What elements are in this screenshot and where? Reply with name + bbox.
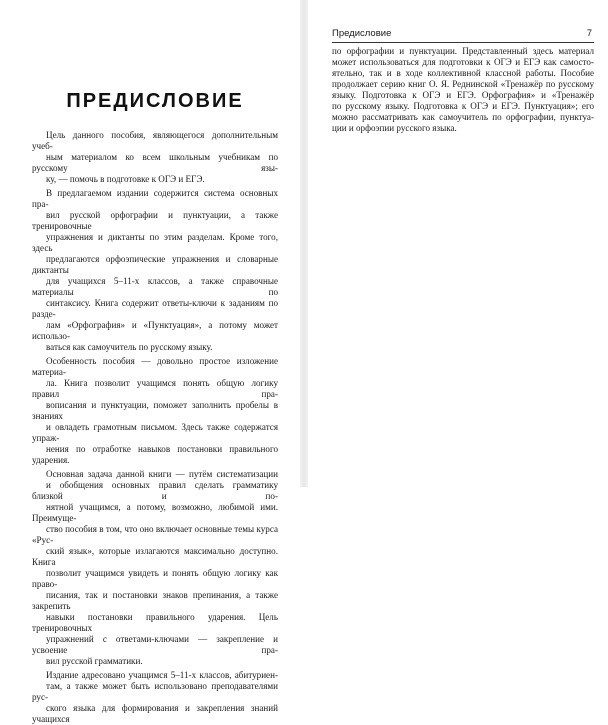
text-line: вил русской орфографии и пунктуации, а также тренировочные [32, 210, 278, 231]
chapter-title: ПРЕДИСЛОВИЕ [66, 90, 244, 112]
paragraph [32, 188, 278, 353]
text-line: ятельно, так и в ходе коллективной классной работы. Пособие [332, 68, 594, 78]
book-gutter [300, 0, 308, 487]
text-line: предлагаются орфоэпические упражнения и словарные диктанты [32, 254, 278, 275]
text-line: вил русской грамматики. [46, 656, 143, 666]
paragraph [32, 670, 278, 725]
text-line: ского языка для формирования и закрепления знаний учащихся [32, 703, 278, 724]
text-line: позволит учащимся увидеть и понять общую логику как право- [32, 568, 278, 589]
text-line: ла. Книга позволит учащимся понять общую логику правил пра- [32, 378, 278, 399]
text-line: синтаксису. Книга содержит ответы-ключи к заданиям по разде- [32, 298, 278, 319]
page-number: 7 [586, 28, 592, 39]
right-page [308, 0, 608, 487]
text-line: продолжает серию книг О. Я. Реднинской «Тренажёр по русскому [332, 79, 594, 89]
text-line: языку. Подготовка к ОГЭ и ЕГЭ. Орфография» и «Тренажёр [332, 90, 594, 100]
text-line: можно рассматривать как самоучитель по орфографии, пунктуа- [332, 112, 594, 122]
paragraph [32, 130, 278, 185]
text-line: В предлагаемом издании содержится система основных пра- [32, 188, 278, 209]
text-line: Издание адресовано учащимся 5–11-х классов, абитуриен- [46, 670, 278, 680]
text-line: навыки постановки правильного ударения. Цель тренировочных [32, 612, 278, 633]
running-title: Предисловие [332, 28, 392, 39]
right-body-text [332, 46, 594, 134]
text-line: ский язык», которые излагаются максимально доступно. Книга [32, 546, 278, 567]
text-line: по русскому языку. Подготовка к ОГЭ и ЕГЭ. Пунктуация»; его [332, 101, 594, 111]
text-line: и обобщения основных правил сделать грамматику близкой и по- [32, 480, 278, 501]
text-line: для учащихся 5–11-х классов, а также справочные материалы по [32, 276, 278, 297]
text-line: Особенность пособия — довольно простое изложение материа- [32, 356, 278, 377]
text-line: может использоваться для подготовки к ОГЭ и ЕГЭ как самосто- [332, 57, 594, 67]
text-line: по орфографии и пунктуации. Представленный здесь материал [332, 46, 594, 56]
text-line: нения по отработке навыков постановки правильного ударения. [32, 444, 278, 465]
text-line: упражнений с ответами-ключами — закрепление и усвоение пра- [32, 634, 278, 655]
left-body-text [32, 130, 278, 725]
text-line: упражнения и диктанты по этим разделам. Кроме того, здесь [32, 232, 278, 253]
text-line: Цель данного пособия, являющегося дополнительным учеб- [32, 130, 278, 151]
paragraph [32, 469, 278, 667]
text-line: писания, так и постановки знаков препинания, а также закрепить [32, 590, 278, 611]
text-line: нятной учащимся, а потому, возможно, любимой ими. Преимуще- [32, 502, 278, 523]
paragraph [332, 46, 594, 134]
text-line: вописания и пунктуации, поможет заполнить пробелы в знаниях [32, 400, 278, 421]
text-line: Основная задача данной книги — путём систематизации [46, 469, 278, 479]
text-line: ным материалом ко всем школьным учебникам по русскому язы- [32, 152, 278, 173]
left-page [0, 0, 300, 724]
text-line: ку, — помочь в подготовке к ОГЭ и ЕГЭ. [46, 174, 205, 184]
paragraph [32, 356, 278, 466]
text-line: там, а также может быть использовано преподавателями рус- [32, 681, 278, 702]
text-line: ство пособия в том, что оно включает основные темы курса «Рус- [32, 524, 278, 545]
text-line: ваться как самоучитель по русскому языку. [46, 342, 213, 352]
text-line: лам «Орфография» и «Пунктуация», а потому может использо- [32, 320, 278, 341]
text-line: и овладеть грамотным письмом. Здесь также содержатся упраж- [32, 422, 278, 443]
running-header [332, 28, 594, 43]
text-line: ции и орфоэпии русского языка. [332, 123, 457, 133]
